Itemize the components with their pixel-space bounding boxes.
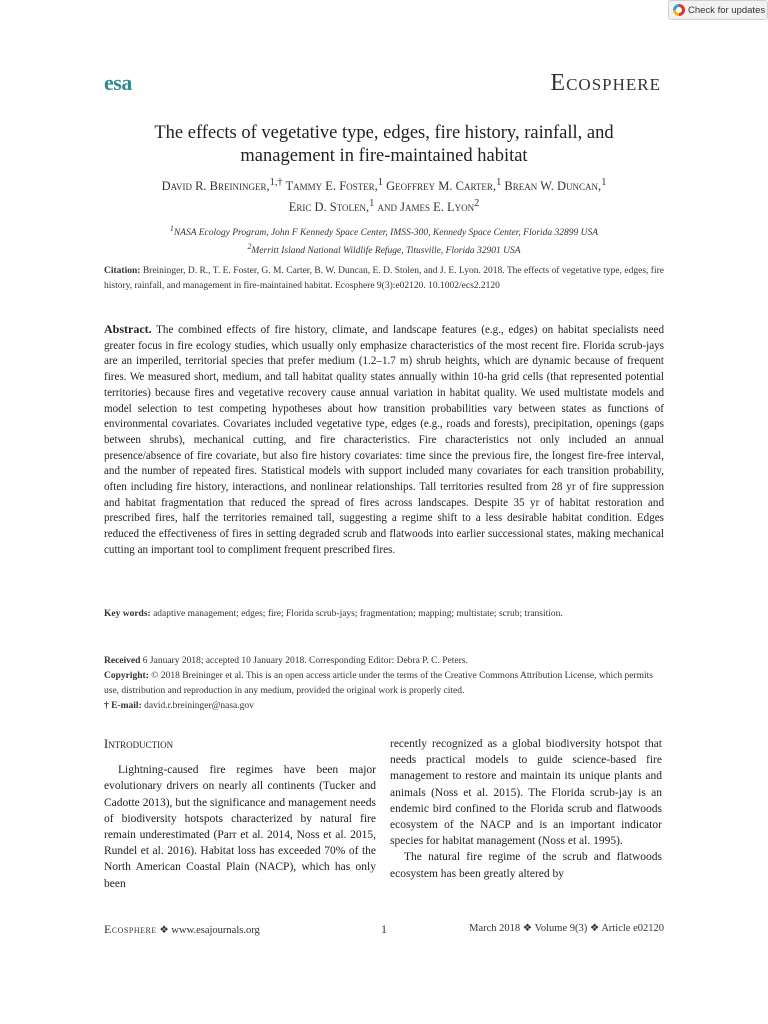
author-sup: 1 — [369, 198, 375, 210]
column-left — [104, 736, 376, 892]
author: Brean W. Duncan, — [501, 179, 602, 194]
author-sup: 1 — [377, 177, 383, 188]
affiliation-sup: 1 — [169, 224, 174, 233]
keywords-block — [104, 607, 664, 622]
intro-paragraph-1: Lightning-caused fire regimes have been major evolutionary drivers on nearly all continents (Tucker and Cadotte 2013), but the significance and management needs of biodiversity hotspots characterized by natural fire remain underestimated (Parr et al. 2014, Noss et al. 2015, Rundel et al. 2016). Habitat loss has exceeded 70% of the North American Coastal Plain (NACP), which has only been — [104, 764, 376, 890]
citation-text: Breininger, D. R., T. E. Foster, G. M. Carter, B. W. Duncan, E. D. Stolen, and J. E. Lyon. 2018. The effects of vegetative type, edges, fire history, rainfall, and management in fire-maintained habitat. Ecosphere 9(3):e02120. 10.1002/ecs2.2120 — [104, 266, 664, 291]
crossmark-icon — [673, 4, 685, 16]
article-title — [104, 122, 664, 168]
abstract-label: Abstract. — [104, 322, 152, 336]
footer-date: March 2018 — [469, 923, 521, 934]
affiliations — [104, 222, 664, 258]
author-sup: 2 — [474, 198, 480, 210]
page-footer — [104, 922, 664, 938]
email-link[interactable]: david.r.breininger@nasa.gov — [141, 701, 254, 711]
received-label: Received — [104, 656, 141, 666]
email-label: † E-mail: — [104, 701, 142, 711]
footer-article: Article e02120 — [601, 923, 664, 934]
introduction-heading: Introduction — [104, 737, 174, 751]
author: Tammy E. Foster, — [282, 179, 378, 194]
affiliation-sup: 2 — [247, 242, 252, 252]
citation-block — [104, 264, 664, 293]
esa-logo: esa — [104, 70, 132, 95]
citation-label: Citation: — [104, 266, 141, 276]
received-block — [104, 654, 664, 714]
intro-paragraph-3: The natural fire regime of the scrub and flatwoods ecosystem has been greatly altered by — [390, 851, 662, 880]
column-right — [390, 736, 662, 882]
received-text: 6 January 2018; accepted 10 January 2018. Corresponding Editor: Debra P. C. Peters. — [140, 656, 468, 666]
footer-volume: Volume 9(3) — [534, 923, 588, 934]
author-sup: 1 — [601, 177, 607, 188]
author: Geoffrey M. Carter, — [382, 179, 497, 194]
abstract-block — [104, 322, 664, 559]
affiliation-1: NASA Ecology Program, John F Kennedy Space Center, IMSS-300, Kennedy Space Center, Florida 32899 USA — [173, 228, 599, 239]
author: and James E. Lyon — [374, 200, 475, 215]
footer-journal: Ecosphere — [104, 922, 157, 936]
abstract-text: The combined effects of fire history, climate, and landscape features (e.g., edges) on habitat specialists need greater focus in fire ecology studies, which usually only emphasize characteristics of the most recent fire. Florida scrub-jays are an imperiled, territorial species that prefer medium (1.2–1.7 m) shrub heights, which are dynamic because of frequent fires. We measured short, medium, and tall habitat quality states annually within 10-ha grid cells (that represented potential territories) because fires and vegetative recovery cause annual variation in habitat quality. We used multistate models and model selection to test competing hypotheses about how transition probabilities vary between states as functions of environmental covariates. Covariates included vegetative type, edges (e.g., roads and forests), precipitation, openings (gaps between shrubs), mechanical cutting, and fire characteristics. Fire characteristics not only included an annual presence/absence of fire covariate, but also fire history covariates: time since the previous fire, the longest fire-free interval, and the number of repeated fires. Statistical models with support included many covariates for each transition probability, often including fire history, interactions, and nonlinear relationships. Tall territories resulted from 28 yr of fire suppression and habitat fragmentation that reduced the spread of fires across landscapes. Despite 35 yr of habitat restoration and prescribed fires, half the territories remained tall, suggesting a regime shift to a less desirable habitat condition. Edges reduced the effectiveness of fires in setting degraded scrub and flatwoods into earlier successional states, making mechanical cutting an important tool to compliment frequent prescribed fires. — [104, 324, 664, 556]
copyright-text: © 2018 Breininger et al. This is an open access article under the terms of the Creative Commons Attribution License, which permits use, distribution and reproduction in any medium, provided the original work is properly cited. — [104, 671, 653, 696]
author: Eric D. Stolen, — [288, 200, 370, 215]
keywords-text: adaptive management; edges; fire; Florida scrub-jays; fragmentation; mapping; multistate; scrub; transition. — [150, 609, 563, 619]
copyright-label: Copyright: — [104, 671, 149, 681]
intro-paragraph-2: recently recognized as a global biodiversity hotspot that needs practical models to guide science-based fire management to restore and maintain its unique plants and animals (Noss et al. 2015). The Florida scrub-jay is an endemic bird confined to the Florida scrub and flatwoods ecosystem of the NACP and is an important indicator species for habitat management (Noss et al. 1995). — [390, 738, 662, 848]
journal-name: Ecosphere — [550, 70, 661, 96]
author: David R. Breininger, — [161, 179, 270, 194]
footer-url[interactable]: www.esajournals.org — [171, 925, 260, 936]
check-for-updates-label: Check for updates — [688, 4, 766, 16]
page-number: 1 — [381, 922, 387, 936]
footer-separator: ❖ — [159, 925, 169, 936]
author-sup: 1 — [496, 177, 502, 188]
author-list — [104, 174, 664, 216]
keywords-label: Key words: — [104, 609, 151, 619]
title-line-1: The effects of vegetative type, edges, fire history, rainfall, and — [154, 123, 614, 143]
title-line-2: management in fire-maintained habitat — [240, 146, 528, 166]
author-sup: 1,† — [269, 177, 283, 188]
check-for-updates-badge[interactable] — [668, 0, 768, 20]
affiliation-2: Merritt Island National Wildlife Refuge, Titusville, Florida 32901 USA — [251, 246, 521, 257]
footer-separator: ❖ — [589, 923, 600, 934]
footer-separator: ❖ — [522, 923, 533, 934]
